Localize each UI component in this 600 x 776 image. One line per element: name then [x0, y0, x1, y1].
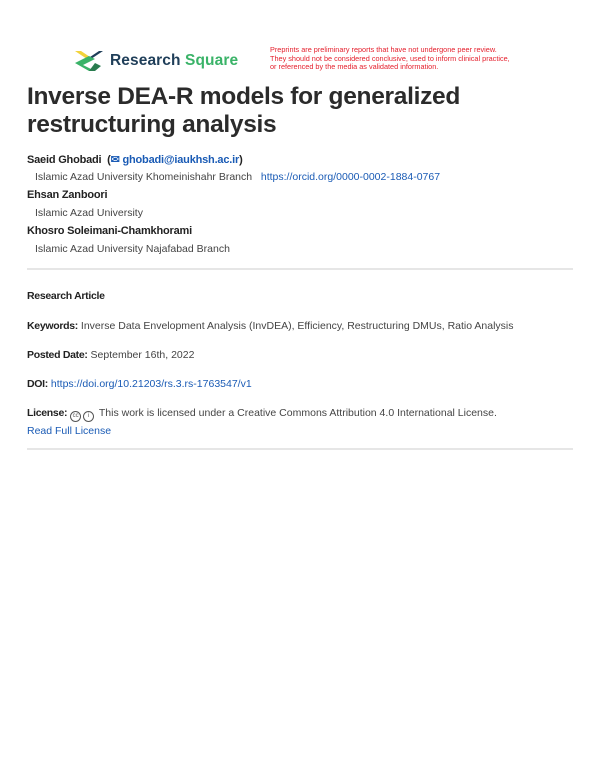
notice-line: Preprints are preliminary reports that have not undergone peer review. [270, 45, 497, 54]
research-square-logo-icon [73, 49, 103, 73]
orcid-link[interactable]: https://orcid.org/0000-0002-1884-0767 [260, 171, 441, 183]
doi-link[interactable]: https://doi.org/10.21203/rs.3.rs-1763547/v1 [50, 378, 252, 390]
divider [27, 448, 573, 450]
notice-line: They should not be considered conclusive, used to inform clinical practice, [270, 53, 510, 63]
author-affiliation: Islamic Azad University Khomeinishahr Branch https://orcid.org/0000-0002-1884-0767 [35, 171, 441, 183]
cc-icon: cc [70, 411, 81, 422]
keywords: Keywords: Inverse Data Envelopment Analysis (InvDEA), Efficiency, Restructuring DMUs, Ratio Analysis [27, 320, 514, 332]
posted-date: Posted Date: September 16th, 2022 [27, 349, 195, 361]
author-affiliation: Islamic Azad University Najafabad Branch [35, 243, 230, 255]
author-affiliation: Islamic Azad University [35, 207, 143, 219]
page-title: Inverse DEA-R models for generalized restructuring analysis [27, 83, 461, 138]
preprint-notice [270, 46, 545, 72]
author-name: Ehsan Zanboori [27, 189, 108, 201]
article-type: Research Article [27, 290, 105, 302]
read-full-license-row [27, 425, 111, 437]
research-square-logo[interactable] [73, 48, 238, 74]
cc-by-icon: i [83, 411, 94, 422]
divider [27, 268, 573, 270]
email-icon: ✉ [110, 154, 120, 166]
author-name: Saeid Ghobadi (✉ ghobadi@iaukhsh.ac.ir) [27, 154, 243, 166]
logo-word-research: Research [110, 52, 181, 69]
doi: DOI: https://doi.org/10.21203/rs.3.rs-1763547/v1 [27, 378, 252, 390]
notice-line: or referenced by the media as validated information. [270, 62, 439, 72]
author-name: Khosro Soleimani-Chamkhorami [27, 225, 192, 237]
logo-word-square: Square [185, 52, 239, 69]
author-email-link[interactable]: ghobadi@iaukhsh.ac.ir [122, 154, 240, 166]
license: License: cc i This work is licensed under a Creative Commons Attribution 4.0 International License. [27, 407, 497, 422]
read-full-license-link[interactable]: Read Full License [27, 425, 112, 437]
